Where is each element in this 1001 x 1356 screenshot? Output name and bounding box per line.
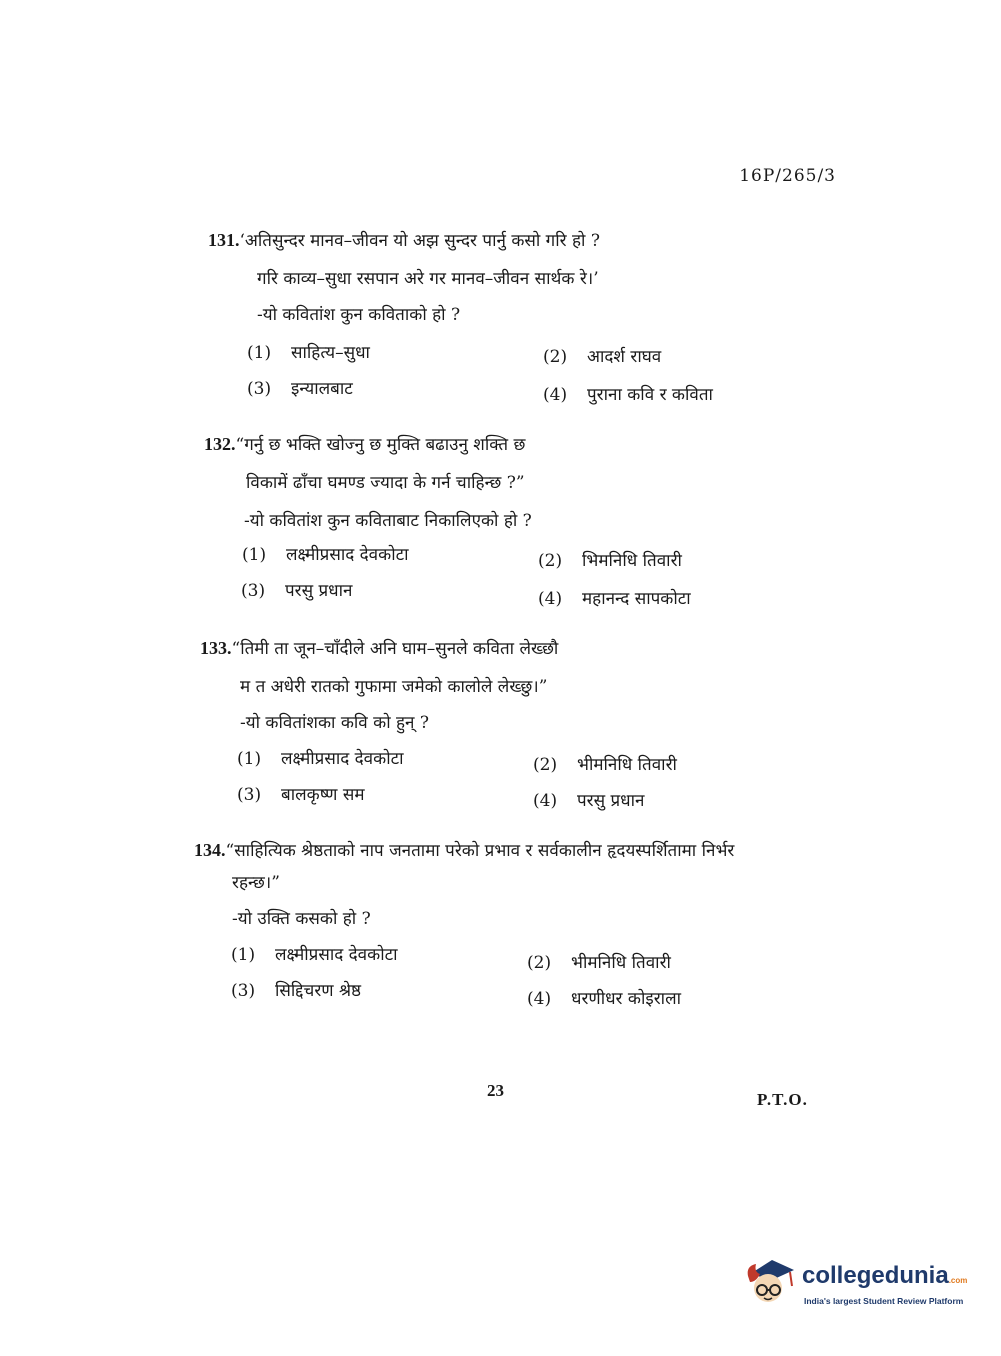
option-131-2[interactable]: (2) आदर्श राघव — [543, 347, 662, 367]
option-134-4[interactable]: (4) धरणीधर कोइराला — [527, 989, 682, 1009]
question-134-line-1: 134.“साहित्यिक श्रेष्ठताको नाप जनतामा परेको प्रभाव र सर्वकालीन हृदयस्पर्शितामा निर्भर — [194, 840, 735, 861]
paper-code: 16P/265/3 — [739, 166, 836, 186]
option-133-1[interactable]: (1) लक्ष्मीप्रसाद देवकोटा — [237, 749, 404, 769]
option-132-4[interactable]: (4) महानन्द सापकोटा — [538, 589, 691, 609]
mascot-icon — [742, 1252, 798, 1308]
question-132-line-2: विकामें ढाँचा घमण्ड ज्यादा के गर्न चाहिन्छ ?” — [246, 473, 525, 493]
question-number: 131. — [208, 230, 240, 250]
question-131-line-1: 131.‘अतिसुन्दर मानव–जीवन यो अझ सुन्दर पार्नु कसो गरि हो ? — [208, 230, 600, 251]
question-134-prompt: -यो उक्ति कसको हो ? — [232, 909, 371, 929]
question-number: 134. — [194, 840, 226, 860]
question-131-line-2: गरि काव्य–सुधा रसपान अरे गर मानव–जीवन सार्थक रे।’ — [257, 269, 599, 289]
option-131-4[interactable]: (4) पुराना कवि र कविता — [543, 385, 713, 405]
page-number: 23 — [487, 1081, 504, 1100]
question-133-line-2: म त अधेरी रातको गुफामा जमेको कालोले लेख्छु।” — [240, 677, 548, 697]
question-133-prompt: -यो कवितांशका कवि को हुन् ? — [240, 713, 429, 733]
option-132-1[interactable]: (1) लक्ष्मीप्रसाद देवकोटा — [242, 545, 409, 565]
option-134-2[interactable]: (2) भीमनिधि तिवारी — [527, 953, 671, 973]
question-132-line-1: 132.“गर्नु छ भक्ति खोज्नु छ मुक्ति बढाउनु शक्ति छ — [204, 434, 526, 455]
logo-wordmark: collegedunia.com — [802, 1262, 968, 1289]
option-131-3[interactable]: (3) इन्यालबाट — [247, 379, 353, 399]
question-133-line-1: 133.“तिमी ता जून–चाँदीले अनि घाम–सुनले कविता लेख्छौ — [200, 638, 559, 659]
option-133-3[interactable]: (3) बालकृष्ण सम — [237, 785, 365, 805]
question-134-line-2: रहन्छ।” — [232, 873, 280, 893]
collegedunia-logo — [742, 1252, 972, 1316]
option-131-1[interactable]: (1) साहित्य–सुधा — [247, 343, 370, 363]
question-131-prompt: -यो कवितांश कुन कविताको हो ? — [257, 305, 461, 325]
pto-label: P.T.O. — [757, 1090, 808, 1109]
logo-tagline: India's largest Student Review Platform — [804, 1296, 964, 1306]
option-132-3[interactable]: (3) परसु प्रधान — [241, 581, 353, 601]
question-number: 133. — [200, 638, 232, 658]
option-134-3[interactable]: (3) सिद्दिचरण श्रेष्ठ — [231, 981, 362, 1001]
option-132-2[interactable]: (2) भिमनिधि तिवारी — [538, 551, 682, 571]
option-133-2[interactable]: (2) भीमनिधि तिवारी — [533, 755, 677, 775]
option-134-1[interactable]: (1) लक्ष्मीप्रसाद देवकोटा — [231, 945, 398, 965]
question-132-prompt: -यो कवितांश कुन कविताबाट निकालिएको हो ? — [244, 511, 532, 531]
option-133-4[interactable]: (4) परसु प्रधान — [533, 791, 645, 811]
question-number: 132. — [204, 434, 236, 454]
